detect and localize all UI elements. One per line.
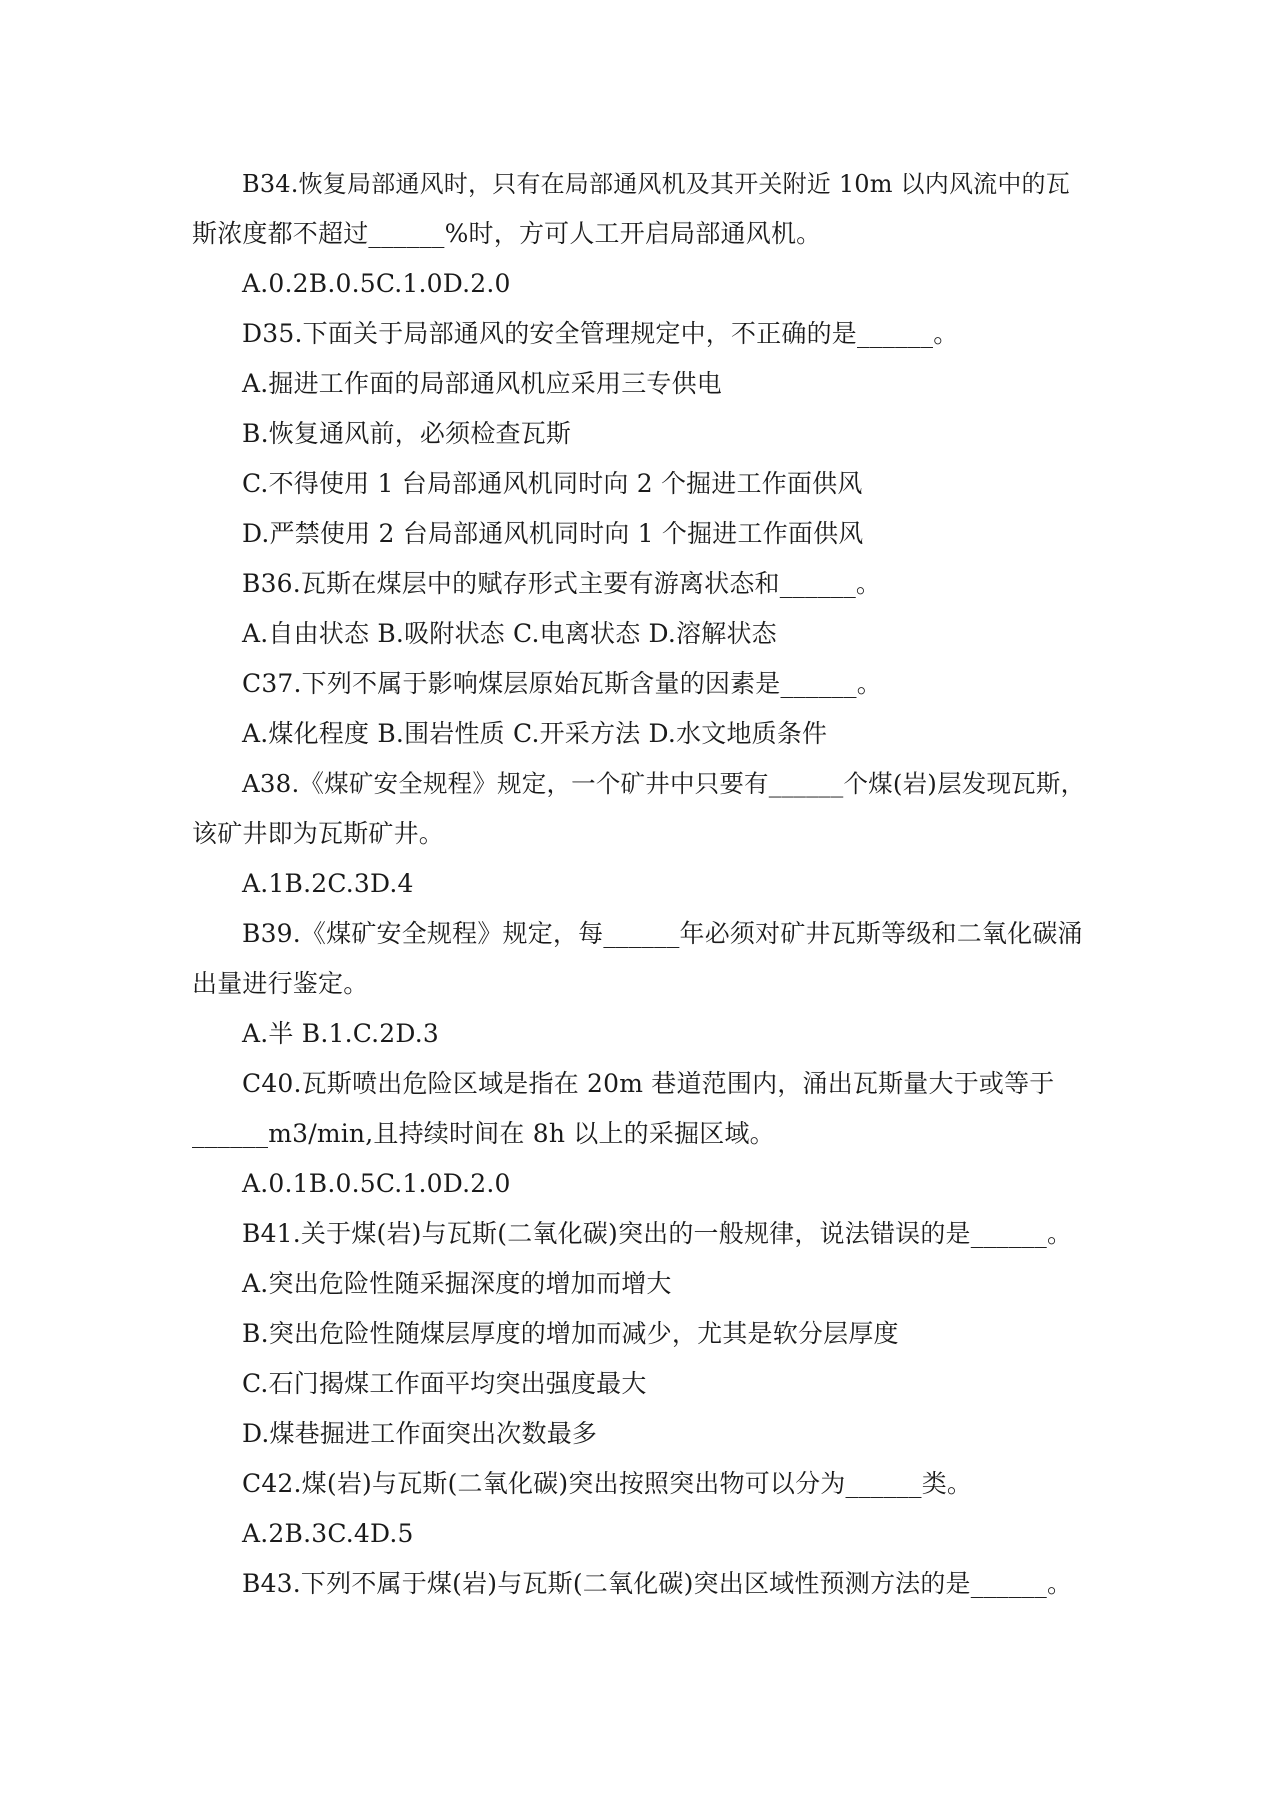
text-line: C.石门揭煤工作面平均突出强度最大 bbox=[242, 1369, 647, 1398]
text-line: A.半 B.1.C.2D.3 bbox=[242, 1019, 440, 1048]
text-line: A.突出危险性随采掘深度的增加而增大 bbox=[242, 1269, 672, 1298]
text-line: B.恢复通风前，必须检查瓦斯 bbox=[242, 419, 572, 448]
text-line: C.不得使用 1 台局部通风机同时向 2 个掘进工作面供风 bbox=[242, 469, 863, 498]
text-line: B36.瓦斯在煤层中的赋存形式主要有游离状态和______。 bbox=[242, 569, 882, 598]
text-line: A.1B.2C.3D.4 bbox=[242, 869, 414, 898]
text-line: B43.下列不属于煤(岩)与瓦斯(二氧化碳)突出区域性预测方法的是______。 bbox=[242, 1569, 1073, 1598]
text-line: A.自由状态 B.吸附状态 C.电离状态 D.溶解状态 bbox=[242, 619, 777, 648]
text-line: C40.瓦斯喷出危险区域是指在 20m 巷道范围内，涌出瓦斯量大于或等于 bbox=[242, 1069, 1055, 1098]
text-line: ______m3/min,且持续时间在 8h 以上的采掘区域。 bbox=[192, 1119, 775, 1148]
text-line: D35.下面关于局部通风的安全管理规定中，不正确的是______。 bbox=[242, 319, 959, 348]
text-line: A.掘进工作面的局部通风机应采用三专供电 bbox=[242, 369, 723, 398]
text-line: 斯浓度都不超过______%时，方可人工开启局部通风机。 bbox=[192, 219, 822, 248]
text-line: A.煤化程度 B.围岩性质 C.开采方法 D.水文地质条件 bbox=[242, 719, 828, 748]
text-line: D.煤巷掘进工作面突出次数最多 bbox=[242, 1419, 598, 1448]
text-line: B39.《煤矿安全规程》规定，每______年必须对矿井瓦斯等级和二氧化碳涌 bbox=[242, 919, 1083, 948]
text-line: D.严禁使用 2 台局部通风机同时向 1 个掘进工作面供风 bbox=[242, 519, 864, 548]
text-line: A.0.2B.0.5C.1.0D.2.0 bbox=[242, 269, 511, 298]
text-line: 出量进行鉴定。 bbox=[192, 969, 369, 998]
text-line: B34.恢复局部通风时，只有在局部通风机及其开关附近 10m 以内风流中的瓦 bbox=[242, 170, 1070, 198]
text-line: C37.下列不属于影响煤层原始瓦斯含量的因素是______。 bbox=[242, 669, 882, 698]
text-line: C42.煤(岩)与瓦斯(二氧化碳)突出按照突出物可以分为______类。 bbox=[242, 1469, 973, 1498]
text-line: B41.关于煤(岩)与瓦斯(二氧化碳)突出的一般规律，说法错误的是______。 bbox=[242, 1219, 1073, 1248]
text-line: B.突出危险性随煤层厚度的增加而减少，尤其是软分层厚度 bbox=[242, 1319, 899, 1348]
text-line: A.0.1B.0.5C.1.0D.2.0 bbox=[242, 1169, 511, 1198]
text-line: A.2B.3C.4D.5 bbox=[242, 1519, 414, 1548]
text-line: A38.《煤矿安全规程》规定，一个矿井中只要有______个煤(岩)层发现瓦斯， bbox=[242, 769, 1086, 798]
text-line: 该矿井即为瓦斯矿井。 bbox=[192, 819, 445, 848]
